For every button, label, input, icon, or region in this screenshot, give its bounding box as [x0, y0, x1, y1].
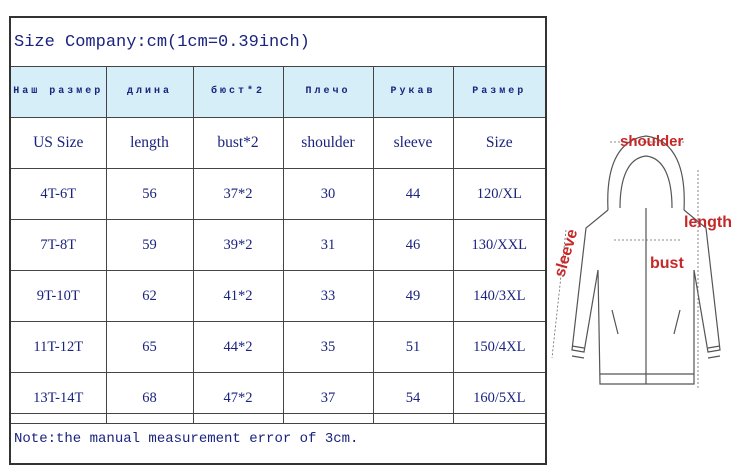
length-label: length	[684, 214, 732, 231]
cell-size: 150/4XL	[453, 322, 545, 373]
cell-bust: 44*2	[193, 322, 283, 373]
cell-us-size: 11T-12T	[11, 322, 106, 373]
cell-us-size: 9T-10T	[11, 271, 106, 322]
cell-sleeve: 51	[373, 322, 453, 373]
cell-shoulder: 30	[283, 169, 373, 220]
size-table	[11, 67, 545, 424]
cell-bust: 37*2	[193, 169, 283, 220]
en-header-length: length	[106, 118, 193, 169]
cell-sleeve: 46	[373, 220, 453, 271]
cell-bust: 39*2	[193, 220, 283, 271]
ru-header-shoulder: Плечо	[283, 67, 373, 118]
cell-sleeve: 49	[373, 271, 453, 322]
cell-bust: 47*2	[193, 373, 283, 424]
ru-header-bust: бюст*2	[193, 67, 283, 118]
cell-shoulder: 37	[283, 373, 373, 424]
cell-length: 56	[106, 169, 193, 220]
en-header-sleeve: sleeve	[373, 118, 453, 169]
ru-header-size: Размер	[453, 67, 545, 118]
cell-sleeve: 44	[373, 169, 453, 220]
cell-shoulder: 35	[283, 322, 373, 373]
hoodie-measurement-diagram	[548, 100, 736, 400]
cell-us-size: 7T-8T	[11, 220, 106, 271]
cell-length: 68	[106, 373, 193, 424]
table-row	[11, 169, 545, 220]
cell-size: 120/XL	[453, 169, 545, 220]
cell-length: 62	[106, 271, 193, 322]
cell-shoulder: 33	[283, 271, 373, 322]
size-chart	[9, 16, 547, 465]
cell-size: 140/3XL	[453, 271, 545, 322]
en-header-shoulder: shoulder	[283, 118, 373, 169]
cell-us-size: 4T-6T	[11, 169, 106, 220]
en-header-size: Size	[453, 118, 545, 169]
measurement-note: Note:the manual measurement error of 3cm.	[11, 413, 545, 463]
cell-length: 59	[106, 220, 193, 271]
cell-sleeve: 54	[373, 373, 453, 424]
russian-header-row	[11, 67, 545, 118]
chart-title: Size Company:cm(1cm=0.39inch)	[11, 18, 545, 67]
sleeve-label: sleeve	[551, 227, 582, 280]
english-header-row	[11, 118, 545, 169]
bust-label: bust	[650, 255, 684, 272]
table-row	[11, 271, 545, 322]
en-header-us-size: US Size	[11, 118, 106, 169]
cell-size: 160/5XL	[453, 373, 545, 424]
ru-header-our-size: Наш размер	[11, 67, 106, 118]
cell-bust: 41*2	[193, 271, 283, 322]
ru-header-sleeve: Рукав	[373, 67, 453, 118]
cell-shoulder: 31	[283, 220, 373, 271]
cell-length: 65	[106, 322, 193, 373]
table-row	[11, 322, 545, 373]
cell-us-size: 13T-14T	[11, 373, 106, 424]
table-row	[11, 220, 545, 271]
cell-size: 130/XXL	[453, 220, 545, 271]
ru-header-length: длина	[106, 67, 193, 118]
en-header-bust: bust*2	[193, 118, 283, 169]
shoulder-label: shoulder	[620, 133, 684, 150]
